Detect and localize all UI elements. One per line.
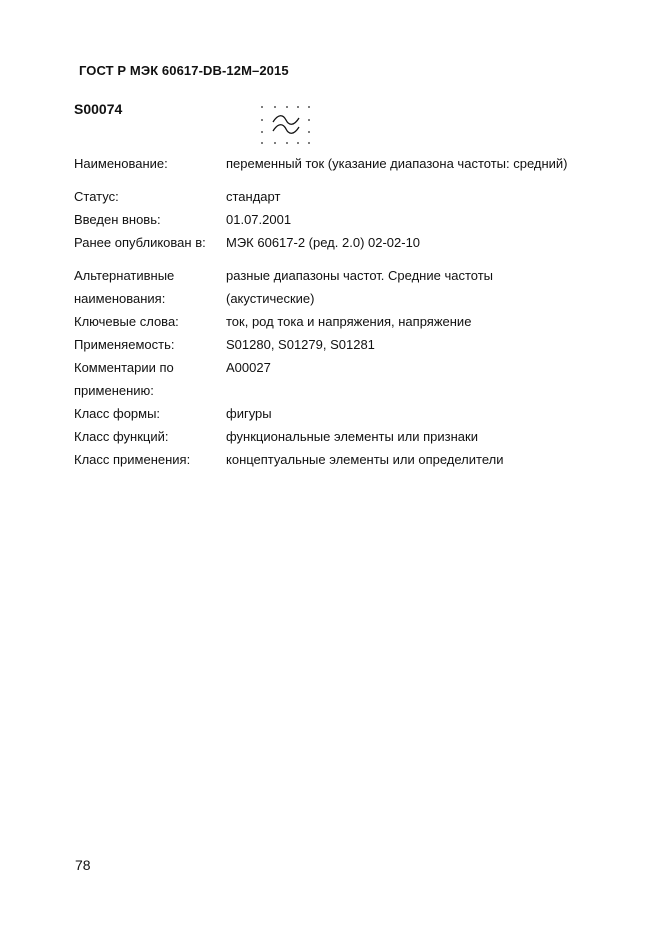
- page-number: 78: [75, 857, 91, 873]
- field-label: Класс функций:: [74, 429, 169, 444]
- field-label: Альтернативные: [74, 268, 175, 283]
- document-header: ГОСТ Р МЭК 60617-DB-12M–2015: [79, 63, 289, 78]
- field-label: Класс применения:: [74, 452, 191, 467]
- field-label: Применяемость:: [74, 337, 175, 352]
- field-value: 01.07.2001: [226, 212, 292, 227]
- field-value: МЭК 60617-2 (ред. 2.0) 02-02-10: [226, 235, 421, 250]
- field-value: концептуальные элементы или определители: [226, 452, 504, 467]
- field-label: применению:: [74, 383, 154, 398]
- field-value: стандарт: [226, 189, 281, 204]
- field-label: Комментарии по: [74, 360, 174, 375]
- field-label: Наименование:: [74, 156, 168, 171]
- field-value: ток, род тока и напряжения, напряжение: [226, 314, 472, 329]
- symbol-code: S00074: [74, 101, 123, 117]
- field-value: разные диапазоны частот. Средние частоты: [226, 268, 493, 283]
- field-label: Введен вновь:: [74, 212, 161, 227]
- field-label: наименования:: [74, 291, 166, 306]
- field-value: функциональные элементы или признаки: [226, 429, 478, 444]
- field-value: (акустические): [226, 291, 315, 306]
- alternating-current-icon: [254, 101, 314, 147]
- field-label: Ключевые слова:: [74, 314, 179, 329]
- field-value: переменный ток (указание диапазона частоты: средний): [226, 156, 568, 171]
- field-label: Класс формы:: [74, 406, 161, 421]
- field-label: Статус:: [74, 189, 119, 204]
- field-value: фигуры: [226, 406, 272, 421]
- field-value: A00027: [226, 360, 271, 375]
- field-label: Ранее опубликован в:: [74, 235, 206, 250]
- field-value: S01280, S01279, S01281: [226, 337, 375, 352]
